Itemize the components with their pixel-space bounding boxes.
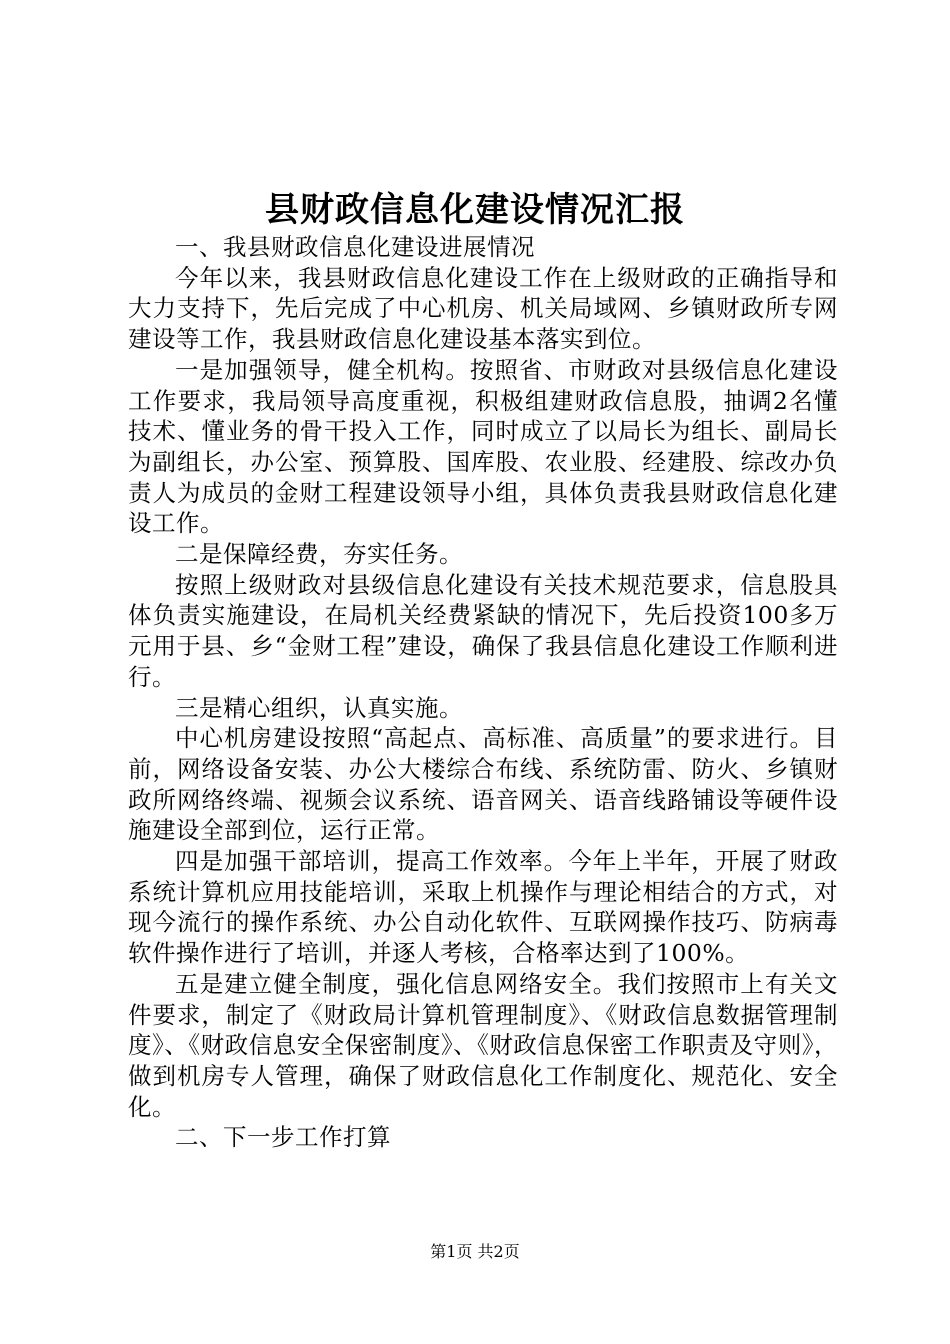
paragraph: 按照上级财政对县级信息化建设有关技术规范要求，信息股具体负责实施建设，在局机关经费紧缺的情况下，先后投资100多万元用于县、乡“金财工程”建设，确保了我县信息化建设工作顺利进行。: [128, 570, 838, 691]
page-footer: 第1页 共2页: [430, 1242, 520, 1261]
document-title: 县财政信息化建设情况汇报: [265, 190, 685, 230]
document-body: [128, 232, 838, 1153]
paragraph: 一是加强领导，健全机构。按照省、市财政对县级信息化建设工作要求，我局领导高度重视，积极组建财政信息股，抽调2名懂技术、懂业务的骨干投入工作，同时成立了以局长为组长、副局长为副组长，办公室、预算股、国库股、农业股、经建股、综改办负责人为成员的金财工程建设领导小组，具体负责我县财政信息化建设工作。: [128, 355, 838, 538]
paragraph: 三是精心组织，认真实施。: [175, 693, 463, 722]
paragraph: 今年以来，我县财政信息化建设工作在上级财政的正确指导和大力支持下，先后完成了中心机房、机关局域网、乡镇财政所专网建设等工作，我县财政信息化建设基本落实到位。: [128, 263, 838, 354]
paragraph: 中心机房建设按照“高起点、高标准、高质量”的要求进行。目前，网络设备安装、办公大楼综合布线、系统防雷、防火、乡镇财政所网络终端、视频会议系统、语音网关、语音线路铺设等硬件设施建设全部到位，运行正常。: [128, 724, 838, 845]
section-heading-1: 一、我县财政信息化建设进展情况: [175, 233, 535, 261]
section-heading-2: 二、下一步工作打算: [175, 1123, 391, 1152]
paragraph: 四是加强干部培训，提高工作效率。今年上半年，开展了财政系统计算机应用技能培训，采取上机操作与理论相结合的方式，对现今流行的操作系统、办公自动化软件、互联网操作技巧、防病毒软件操作进行了培训，并逐人考核，合格率达到了100%。: [128, 847, 838, 968]
paragraph: 二是保障经费，夯实任务。: [175, 540, 463, 569]
paragraph: 五是建立健全制度，强化信息网络安全。我们按照市上有关文件要求，制定了《财政局计算机管理制度》、《财政信息数据管理制度》、《财政信息安全保密制度》、《财政信息保密工作职责及守则》，做到机房专人管理，确保了财政信息化工作制度化、规范化、安全化。: [128, 969, 838, 1121]
